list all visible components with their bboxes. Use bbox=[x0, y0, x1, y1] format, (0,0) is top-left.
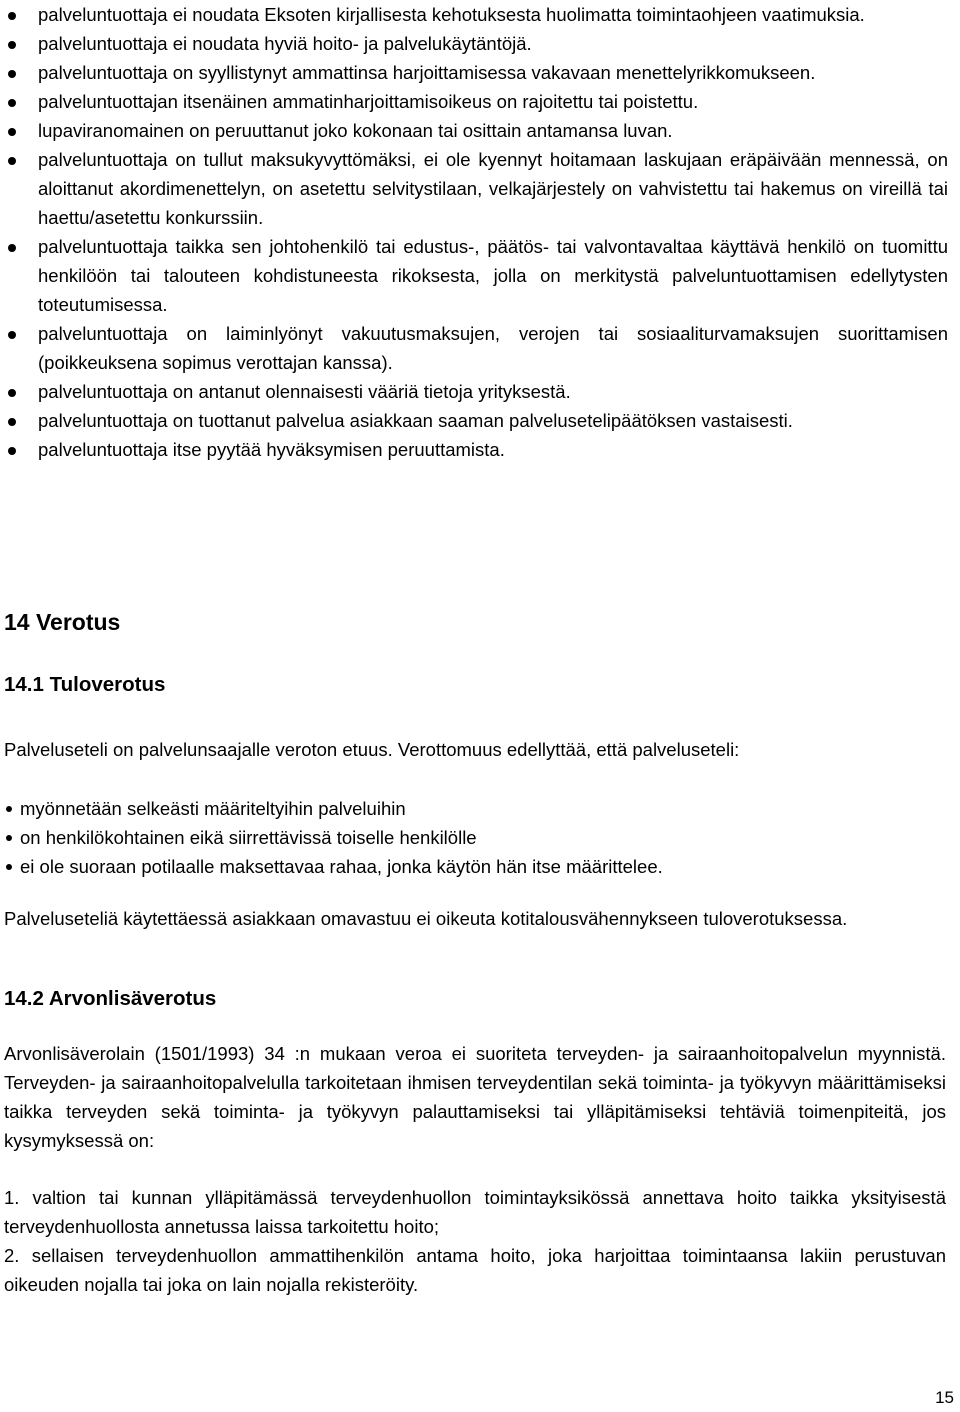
tax-exemption-conditions bbox=[4, 794, 663, 881]
bullet-icon bbox=[8, 41, 16, 49]
vat-paragraph: Arvonlisäverolain (1501/1993) 34 :n mukaan veroa ei suoriteta terveyden- ja sairaanhoitopalvelun myynnistä. Terveyden- ja sairaanhoitopalvelulla tarkoitetaan ihmisen terveydentilan sekä toiminta- ja työkyvyn määrittämiseksi taikka terveyden sekä toiminta- ja työkyvyn palauttamiseksi tai ylläpitämiseksi tehtäviä toimenpiteitä, jos kysymyksessä on: bbox=[4, 1043, 946, 1151]
bullet-icon bbox=[8, 128, 16, 136]
section-heading: 14 Verotus bbox=[4, 609, 121, 635]
list-item-text: palveluntuottaja ei noudata hyviä hoito- ja palvelukäytäntöjä. bbox=[38, 33, 532, 54]
list-item bbox=[4, 319, 948, 377]
list-item-text: myönnetään selkeästi määriteltyihin palveluihin bbox=[20, 798, 406, 819]
list-item bbox=[4, 794, 663, 823]
list-item-text: on henkilökohtainen eikä siirrettävissä toiselle henkilölle bbox=[20, 827, 477, 848]
list-item: 2. sellaisen terveydenhuollon ammattihenkilön antama hoito, joka harjoittaa toimintaansa lakiin perustuvan oikeuden nojalla tai joka on lain nojalla rekisteröity. bbox=[4, 1245, 946, 1295]
list-item-text: palveluntuottaja taikka sen johtohenkilö tai edustus-, päätös- tai valvontavaltaa käyttävä henkilö on tuomittu henkilöön tai talouteen kohdistuneesta rikoksesta, jolla on merkitystä palveluntuottamisen edellytysten toteutumisessa. bbox=[38, 236, 948, 315]
list-item-text: palveluntuottaja on tullut maksukyvyttömäksi, ei ole kyennyt hoitamaan laskujaan eräpäivään mennessä, on aloittanut akordimenettelyn, on asetettu selvitystilaan, velkajärjestely on vahvistettu tai hakemus on vireillä tai haettu/asetettu konkurssiin. bbox=[38, 149, 948, 228]
list-item-text: lupaviranomainen on peruuttanut joko kokonaan tai osittain antamansa luvan. bbox=[38, 120, 673, 141]
list-item bbox=[4, 145, 948, 232]
list-item bbox=[4, 58, 948, 87]
bullet-icon bbox=[8, 70, 16, 78]
bullet-icon bbox=[8, 12, 16, 20]
bullet-icon bbox=[8, 389, 16, 397]
list-item-text: palveluntuottaja on syyllistynyt ammattinsa harjoittamisessa vakavaan menettelyrikkomukseen. bbox=[38, 62, 816, 83]
list-item bbox=[4, 435, 948, 464]
list-item bbox=[4, 377, 948, 406]
list-item bbox=[4, 116, 948, 145]
list-item: 1. valtion tai kunnan ylläpitämässä terveydenhuollon toimintayksikössä annettava hoito taikka yksityisestä terveydenhuollosta annetussa laissa tarkoitettu hoito; bbox=[4, 1187, 946, 1237]
bullet-icon bbox=[8, 418, 16, 426]
list-item-text: palveluntuottaja on tuottanut palvelua asiakkaan saaman palvelusetelipäätöksen vastaisesti. bbox=[38, 410, 793, 431]
bullet-icon bbox=[6, 835, 12, 841]
list-item-text: palveluntuottaja itse pyytää hyväksymisen peruuttamista. bbox=[38, 439, 505, 460]
subsection-heading-vat: 14.2 Arvonlisäverotus bbox=[4, 987, 217, 1010]
bullet-icon bbox=[8, 447, 16, 455]
list-item bbox=[4, 29, 948, 58]
list-item-text: palveluntuottajan itsenäinen ammatinharjoittamisoikeus on rajoitettu tai poistettu. bbox=[38, 91, 699, 112]
revocation-criteria-list bbox=[4, 0, 948, 464]
page-number: 15 bbox=[935, 1388, 954, 1407]
income-tax-intro: Palveluseteli on palvelunsaajalle veroton etuus. Verottomuus edellyttää, että palveluseteli: bbox=[4, 739, 740, 760]
vat-conditions-list bbox=[4, 1183, 946, 1299]
list-item-text: palveluntuottaja on laiminlyönyt vakuutusmaksujen, verojen tai sosiaaliturvamaksujen suorittamisen (poikkeuksena sopimus verottajan kanssa). bbox=[38, 323, 948, 373]
subsection-heading-income-tax: 14.1 Tuloverotus bbox=[4, 673, 166, 696]
bullet-icon bbox=[8, 99, 16, 107]
list-item bbox=[4, 232, 948, 319]
list-item bbox=[4, 823, 663, 852]
list-item bbox=[4, 406, 948, 435]
bullet-icon bbox=[8, 244, 16, 252]
bullet-icon bbox=[6, 864, 12, 870]
bullet-icon bbox=[6, 806, 12, 812]
list-item-text: palveluntuottaja ei noudata Eksoten kirjallisesta kehotuksesta huolimatta toimintaohjeen vaatimuksia. bbox=[38, 4, 865, 25]
list-item-text: palveluntuottaja on antanut olennaisesti vääriä tietoja yrityksestä. bbox=[38, 381, 571, 402]
list-item bbox=[4, 0, 948, 29]
bullet-icon bbox=[8, 331, 16, 339]
list-item bbox=[4, 87, 948, 116]
list-item-text: ei ole suoraan potilaalle maksettavaa rahaa, jonka käytön hän itse määrittelee. bbox=[20, 856, 663, 877]
list-item bbox=[4, 852, 663, 881]
bullet-icon bbox=[8, 157, 16, 165]
income-tax-note: Palveluseteliä käytettäessä asiakkaan omavastuu ei oikeuta kotitalousvähennykseen tuloverotuksessa. bbox=[4, 908, 848, 929]
